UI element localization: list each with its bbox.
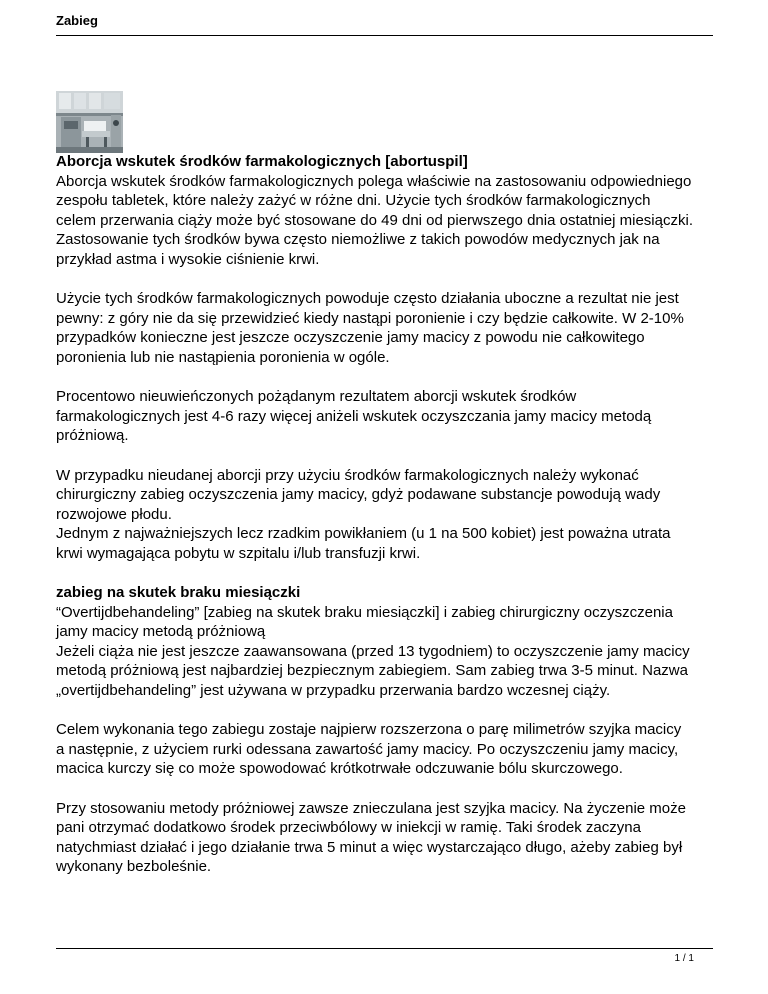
- text-line: wykonany bezboleśnie.: [56, 858, 212, 876]
- paragraph: [56, 720, 720, 779]
- text-line: natychmiast działać i jego działanie trwa 5 minut a więc wystarczająco długo, ażeby zabieg był: [56, 838, 683, 856]
- footer-divider: [56, 948, 713, 949]
- text-line: “Overtijdbehandeling” [zabieg na skutek braku miesiączki] i zabieg chirurgiczny oczyszczenia: [56, 603, 673, 621]
- paragraph: [56, 172, 720, 270]
- article-body: [56, 152, 720, 897]
- text-line: Jeżeli ciąża nie jest jeszcze zaawansowana (przed 13 tygodniem) to oczyszczenie jamy macicy: [56, 642, 690, 660]
- clinic-room-photo: [56, 91, 123, 153]
- text-line: jamy macicy metodą próżniową: [56, 623, 266, 641]
- text-line: zespołu tabletek, które należy zażyć w różne dni. Użycie tych środków farmakologicznych: [56, 192, 651, 210]
- paragraph: [56, 466, 720, 564]
- paragraph: [56, 799, 720, 877]
- text-line: Aborcja wskutek środków farmakologicznych polega właściwie na zastosowaniu odpowiedniego: [56, 172, 692, 190]
- paragraph: [56, 387, 720, 446]
- text-line: Zastosowanie tych środków bywa często niemożliwe z takich powodów medycznych jak na: [56, 231, 660, 249]
- text-line: chirurgiczny zabieg oczyszczenia jamy macicy, gdyż podawane substancje powodują wady: [56, 486, 661, 504]
- text-line: metodą próżniową jest najbardziej bezpiecznym zabiegiem. Sam zabieg trwa 3-5 minut. Nazwa: [56, 662, 688, 680]
- section-heading: Aborcja wskutek środków farmakologicznych [abortuspil]: [56, 153, 468, 170]
- text-line: Przy stosowaniu metody próżniowej zawsze znieczulana jest szyjka macicy. Na życzenie może: [56, 799, 686, 817]
- section-heading: zabieg na skutek braku miesiączki: [56, 584, 301, 602]
- text-line: a następnie, z użyciem rurki odessana zawartość jamy macicy. Po oczyszczeniu jamy macicy,: [56, 740, 679, 758]
- text-line: pani otrzymać dodatkowo środek przeciwbólowy w iniekcji w ramię. Taki środek zaczyna: [56, 819, 641, 837]
- text-line: farmakologicznych jest 4-6 razy więcej aniżeli wskutek oczyszczania jamy macicy metodą: [56, 407, 652, 425]
- text-line: przypadków konieczne jest jeszcze oczyszczenie jamy macicy z powodu nie całkowitego: [56, 329, 645, 347]
- page-header-title: Zabieg: [56, 13, 98, 28]
- text-line: Jednym z najważniejszych lecz rzadkim powikłaniem (u 1 na 500 kobiet) jest poważna utrata: [56, 525, 671, 543]
- text-line: macica kurczy się co może spowodować krótkotrwałe odczuwanie bólu skurczowego.: [56, 760, 623, 778]
- text-line: pewny: z góry nie da się przewidzieć kiedy nastąpi poronienie i czy będzie całkowite. W 2-10%: [56, 309, 684, 327]
- text-line: celem przerwania ciąży może być stosowane do 49 dni od pierwszego dnia ostatniej miesiączki.: [56, 211, 693, 229]
- page-number: 1 / 1: [674, 953, 694, 964]
- text-line: Użycie tych środków farmakologicznych powoduje często działania uboczne a rezultat nie jest: [56, 290, 679, 308]
- text-line: Celem wykonania tego zabiegu zostaje najpierw rozszerzona o parę milimetrów szyjka macicy: [56, 721, 682, 739]
- paragraph: [56, 603, 720, 701]
- header-divider: [56, 35, 713, 36]
- text-line: przykład astma i wysokie ciśnienie krwi.: [56, 250, 320, 268]
- paragraph: [56, 289, 720, 367]
- text-line: rozwojowe płodu.: [56, 505, 172, 523]
- text-line: próżniową.: [56, 427, 129, 445]
- text-line: Procentowo nieuwieńczonych pożądanym rezultatem aborcji wskutek środków: [56, 388, 577, 406]
- text-line: „overtijdbehandeling” jest używana w przypadku przerwania bardzo wczesnej ciąży.: [56, 682, 611, 700]
- text-line: W przypadku nieudanej aborcji przy użyciu środków farmakologicznych należy wykonać: [56, 466, 639, 484]
- text-line: krwi wymagająca pobytu w szpitalu i/lub transfuzji krwi.: [56, 544, 421, 562]
- text-line: poronienia lub nie nastąpienia poronienia w ogóle.: [56, 348, 390, 366]
